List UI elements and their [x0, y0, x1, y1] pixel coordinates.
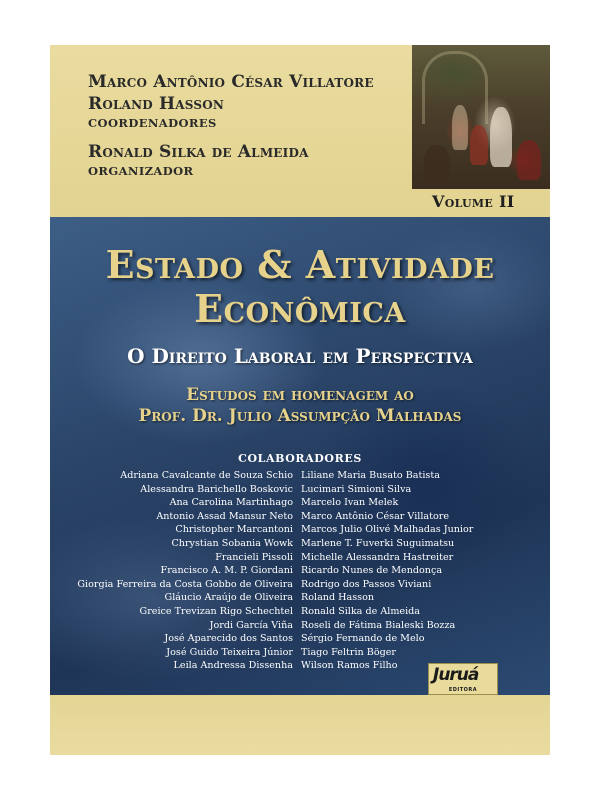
publisher-logo-mark: Juruá — [433, 665, 479, 685]
collaborator-name: Giorgia Ferreira da Costa Gobbo de Oliveira — [77, 578, 293, 590]
collaborator-name: José Aparecido dos Santos — [164, 633, 293, 645]
collaborator-name: Roseli de Fátima Bialeski Bozza — [301, 619, 456, 631]
collaborator-name: Michelle Alessandra Hastreiter — [301, 551, 454, 563]
collaborator-name: Wilson Ramos Filho — [301, 660, 398, 672]
collaborator-name: Ana Carolina Martinhago — [169, 497, 293, 509]
collaborator-name: Adriana Cavalcante de Souza Schio — [120, 470, 293, 481]
collaborator-name: Chrystian Sobania Wowk — [171, 537, 293, 549]
collaborator-name: Leila Andressa Dissenha — [173, 660, 293, 672]
collaborator-name: Marlene T. Fuverki Suguimatsu — [301, 537, 455, 549]
collaborator-name: Tiago Feltrin Böger — [301, 646, 397, 658]
book-cover — [50, 45, 550, 755]
collaborator-name: Liliane Maria Busato Batista — [301, 470, 440, 481]
cover-top-panel — [50, 45, 550, 217]
collaborator-name: Marcelo Ivan Melek — [301, 497, 399, 509]
collaborator-name: Francisco A. M. P. Giordani — [160, 565, 293, 577]
painting-figure — [470, 125, 488, 165]
tribute-line-2: Prof. Dr. Julio Assumpção Malhadas — [138, 406, 462, 426]
cover-bottom-band — [50, 695, 550, 755]
collaborator-name: Francieli Pissoli — [215, 551, 293, 563]
tribute-line-1: Estudos em homenagem ao — [186, 385, 414, 405]
painting-figure — [517, 140, 541, 180]
collaborator-name: Marcos Julio Olivé Malhadas Junior — [301, 524, 474, 536]
collaborator-name: Sérgio Fernando de Melo — [301, 633, 425, 645]
collaborator-name: Ricardo Nunes de Mendonça — [301, 565, 443, 577]
painting-figure — [452, 105, 468, 150]
coordinator-name-2: Roland Hasson — [88, 94, 225, 114]
collaborator-name: José Guido Teixeira Júnior — [166, 646, 293, 658]
painting-figure — [490, 107, 512, 167]
book-subtitle: O Direito Laboral em Perspectiva — [127, 344, 473, 368]
publisher-logo — [428, 663, 498, 695]
collaborator-name: Marco Antônio César Villatore — [301, 510, 450, 522]
coordinators-label: COORDENADORES — [88, 116, 217, 130]
organizer-label: ORGANIZADOR — [88, 164, 194, 178]
collaborator-name: Alessandra Barichello Boskovic — [140, 483, 293, 495]
volume-label: Volume II — [432, 192, 515, 211]
collaborators-right-column — [301, 469, 473, 673]
collaborator-name: Rodrigo dos Passos Viviani — [301, 578, 432, 590]
organizer-name: Ronald Silka de Almeida — [88, 142, 309, 162]
collaborator-name: Greice Trevizan Rigo Schechtel — [139, 605, 293, 617]
book-title-line-2: Econômica — [194, 286, 406, 331]
collaborator-name: Antonio Assad Mansur Neto — [156, 510, 293, 522]
collaborators-left-column — [77, 469, 293, 673]
collaborator-name: Roland Hasson — [301, 592, 375, 604]
collaborator-name: Ronald Silka de Almeida — [301, 605, 421, 617]
cover-painting — [412, 45, 550, 189]
collaborator-name: Christopher Marcantoni — [175, 524, 293, 536]
painting-figure — [424, 145, 450, 183]
coordinator-name-1: Marco Antônio César Villatore — [88, 72, 374, 92]
collaborator-name: Jordi García Viña — [209, 619, 293, 631]
book-title-line-1: Estado & Atividade — [105, 242, 495, 287]
credits-block — [88, 71, 374, 189]
collaborator-name: Gláucio Araújo de Oliveira — [164, 592, 293, 604]
cover-blue-panel — [50, 217, 550, 695]
publisher-label: EDITORA — [448, 687, 478, 693]
collaborators-heading: COLABORADORES — [238, 452, 362, 465]
collaborator-name: Lucimari Simioni Silva — [301, 483, 412, 495]
